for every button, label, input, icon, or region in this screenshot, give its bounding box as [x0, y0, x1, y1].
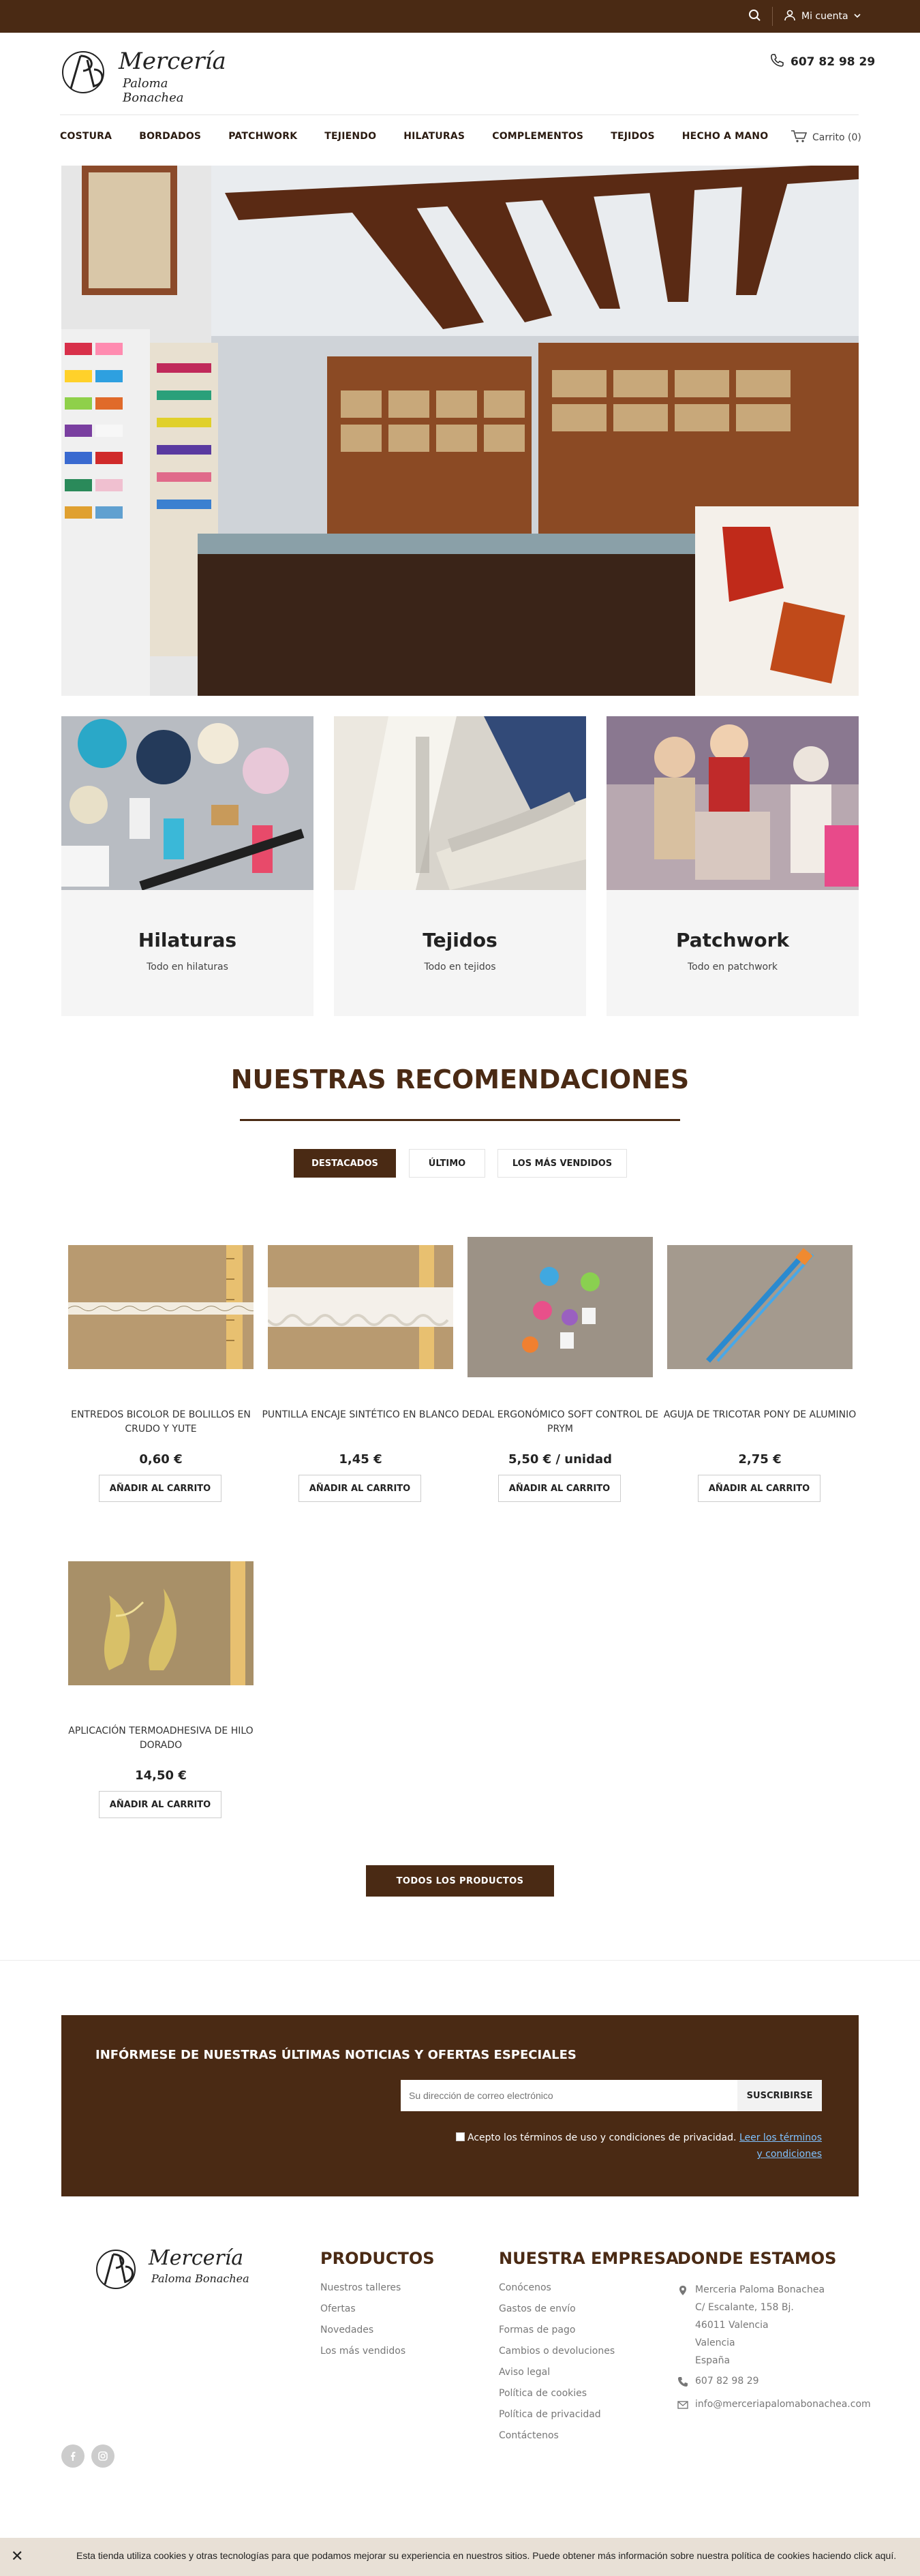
footer-link[interactable]: Política de privacidad — [499, 2409, 601, 2420]
product-price: 5,50 € / unidad — [508, 1452, 613, 1467]
product-image[interactable] — [68, 1245, 254, 1369]
tab-destacados[interactable]: DESTACADOS — [294, 1149, 396, 1178]
footer-products — [320, 2249, 435, 2362]
logo-title: Mercería — [119, 48, 226, 75]
tab-ultimo[interactable]: ÚLTIMO — [409, 1149, 485, 1178]
map-pin-icon — [677, 2284, 688, 2295]
product-name[interactable]: AGUJA DE TRICOTAR PONY DE ALUMINIO — [663, 1409, 857, 1420]
account-label: Mi cuenta — [801, 11, 848, 22]
terms-text: Acepto los términos de uso y condiciones de privacidad. — [467, 2132, 737, 2143]
add-to-cart-button[interactable]: AÑADIR AL CARRITO — [498, 1475, 621, 1502]
logo-subtitle: Paloma Bonachea — [123, 76, 184, 105]
address-row — [677, 2281, 882, 2370]
footer-email: info@merceriapalomabonachea.com — [695, 2399, 871, 2410]
footer-link[interactable]: Novedades — [320, 2325, 374, 2335]
address-line: Merceria Paloma Bonachea — [695, 2284, 825, 2295]
product-name[interactable]: APLICACIÓN TERMOADHESIVA DE HILO DORADO — [68, 1726, 254, 1751]
user-icon — [784, 9, 796, 24]
product-name[interactable]: PUNTILLA ENCAJE SINTÉTICO EN BLANCO — [262, 1409, 459, 1420]
topbar-divider — [772, 7, 773, 26]
footer-products-title: PRODUCTOS — [320, 2249, 435, 2268]
footer-company — [499, 2249, 679, 2447]
cart-link[interactable] — [791, 129, 861, 146]
footer-location — [677, 2249, 836, 2278]
mail-icon — [677, 2399, 688, 2410]
product-image[interactable] — [467, 1237, 653, 1377]
cookie-text: Esta tienda utiliza cookies y otras tecnologías para que podamos mejorar su experiencia en nuestros sitios. Puede obtener más información sobre nuestra política de cookies haciendo click aquí. — [76, 2550, 897, 2561]
footer-phone: 607 82 98 29 — [695, 2376, 759, 2387]
facebook-icon[interactable] — [61, 2444, 85, 2468]
terms-checkbox[interactable] — [456, 2132, 465, 2141]
nav-item-hecho-a-mano[interactable]: HECHO A MANO — [681, 131, 769, 142]
category-card-hilaturas[interactable] — [61, 716, 313, 1016]
address-line: 46011 Valencia — [695, 2320, 769, 2331]
close-icon[interactable]: ✕ — [11, 2548, 24, 2565]
address-line: Valencia — [695, 2337, 735, 2348]
footer-location-title: DONDE ESTAMOS — [677, 2249, 837, 2268]
section-title: NUESTRAS RECOMENDACIONES — [230, 1064, 690, 1094]
category-title: Patchwork — [675, 929, 790, 951]
nav-item-tejidos[interactable]: TEJIDOS — [611, 131, 655, 142]
category-image-tejidos — [334, 716, 586, 890]
email-row[interactable] — [677, 2395, 882, 2413]
cart-icon — [791, 129, 807, 146]
main-nav — [60, 131, 795, 147]
address-line: C/ Escalante, 158 Bj. — [695, 2302, 794, 2313]
footer-link[interactable]: Gastos de envío — [499, 2303, 576, 2314]
phone-icon — [770, 53, 784, 70]
footer-logo[interactable] — [94, 2243, 252, 2295]
product-price: 2,75 € — [738, 1452, 782, 1467]
nav-item-tejiendo[interactable]: TEJIENDO — [324, 131, 377, 142]
tab-mas-vendidos[interactable]: LOS MÁS VENDIDOS — [497, 1149, 627, 1178]
nav-item-bordados[interactable]: BORDADOS — [139, 131, 202, 142]
nav-item-patchwork[interactable]: PATCHWORK — [228, 131, 298, 142]
phone-icon — [677, 2376, 688, 2387]
footer-link[interactable]: Los más vendidos — [320, 2346, 406, 2357]
nav-item-hilaturas[interactable]: HILATURAS — [403, 131, 465, 142]
category-title: Hilaturas — [138, 929, 237, 951]
footer-company-title: NUESTRA EMPRESA — [499, 2249, 679, 2268]
footer-address-block — [677, 2281, 882, 2413]
product-image[interactable] — [68, 1561, 254, 1685]
terms-link[interactable]: Leer los términos y condiciones — [739, 2132, 822, 2160]
footer-link[interactable]: Conócenos — [499, 2282, 551, 2293]
newsletter-email-input[interactable] — [401, 2080, 737, 2111]
product-name[interactable]: DEDAL ERGONÓMICO SOFT CONTROL DE PRYM — [461, 1409, 659, 1435]
add-to-cart-button[interactable]: AÑADIR AL CARRITO — [698, 1475, 821, 1502]
product-price: 1,45 € — [339, 1452, 382, 1467]
cookie-banner — [0, 2538, 920, 2576]
top-bar — [0, 0, 920, 33]
product-image[interactable] — [667, 1245, 853, 1369]
all-products-button[interactable]: TODOS LOS PRODUCTOS — [366, 1865, 554, 1897]
category-image-patchwork — [607, 716, 859, 890]
category-subtitle: Todo en hilaturas — [147, 962, 228, 972]
subscribe-button[interactable]: SUSCRIBIRSE — [737, 2080, 822, 2111]
phone-row[interactable] — [677, 2372, 882, 2390]
header-phone[interactable] — [770, 53, 875, 70]
nav-item-costura[interactable]: COSTURA — [60, 131, 112, 142]
footer-link[interactable]: Política de cookies — [499, 2388, 587, 2399]
nav-item-complementos[interactable]: COMPLEMENTOS — [492, 131, 584, 142]
section-title-underline — [240, 1119, 680, 1121]
footer-link[interactable]: Formas de pago — [499, 2325, 576, 2335]
cart-label: Carrito (0) — [812, 132, 861, 143]
category-card-patchwork[interactable] — [607, 716, 859, 1016]
account-menu[interactable] — [784, 8, 861, 25]
newsletter-box — [61, 2015, 859, 2196]
product-image[interactable] — [268, 1245, 453, 1369]
add-to-cart-button[interactable]: AÑADIR AL CARRITO — [298, 1475, 421, 1502]
footer-link[interactable]: Contáctenos — [499, 2430, 559, 2441]
add-to-cart-button[interactable]: AÑADIR AL CARRITO — [99, 1791, 221, 1818]
footer-link[interactable]: Aviso legal — [499, 2367, 551, 2378]
footer-logo-subtitle: Paloma Bonachea — [151, 2272, 249, 2285]
category-card-tejidos[interactable] — [334, 716, 586, 1016]
footer-link[interactable]: Nuestros talleres — [320, 2282, 401, 2293]
category-image-hilaturas — [61, 716, 313, 890]
add-to-cart-button[interactable]: AÑADIR AL CARRITO — [99, 1475, 221, 1502]
footer-logo-title: Mercería — [149, 2246, 244, 2270]
chevron-down-icon — [854, 11, 861, 22]
product-price: 14,50 € — [135, 1768, 187, 1783]
product-price: 0,60 € — [139, 1452, 183, 1467]
newsletter-terms — [450, 2130, 822, 2162]
site-logo[interactable] — [60, 46, 230, 105]
newsletter-title: INFÓRMESE DE NUESTRAS ÚLTIMAS NOTICIAS Y OFERTAS ESPECIALES — [95, 2048, 577, 2062]
hero-image[interactable] — [61, 166, 859, 696]
address-line: España — [695, 2355, 731, 2366]
footer-link[interactable]: Cambios o devoluciones — [499, 2346, 615, 2357]
category-subtitle: Todo en patchwork — [688, 962, 778, 972]
header-divider — [60, 114, 859, 115]
category-subtitle: Todo en tejidos — [424, 962, 496, 972]
search-icon[interactable] — [748, 8, 763, 23]
product-name[interactable]: ENTREDOS BICOLOR DE BOLILLOS EN CRUDO Y YUTE — [71, 1409, 251, 1435]
category-title: Tejidos — [423, 929, 497, 951]
instagram-icon[interactable] — [91, 2444, 114, 2468]
footer-link[interactable]: Ofertas — [320, 2303, 356, 2314]
section-divider — [0, 1960, 920, 1961]
phone-number: 607 82 98 29 — [791, 55, 876, 69]
